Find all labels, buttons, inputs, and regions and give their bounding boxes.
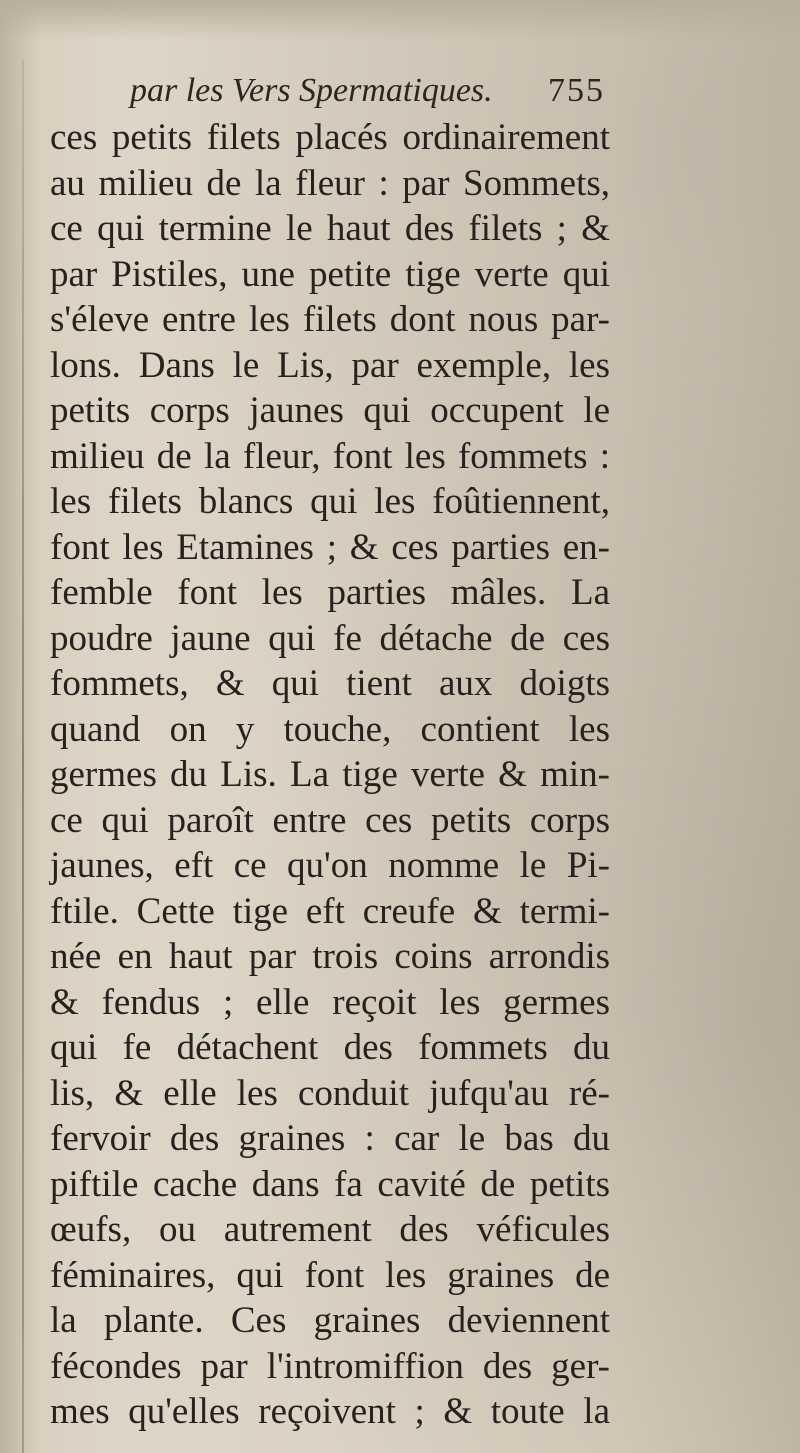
text-line: jaunes, eft ce qu'on nomme le Pi- — [50, 845, 610, 886]
text-line: lis, & elle les conduit jufqu'au ré- — [50, 1072, 610, 1114]
text-line: s'éleve entre les filets dont nous par- — [50, 299, 610, 340]
running-title: par les Vers Spermatiques. — [130, 72, 493, 109]
text-line: fécondes par l'intromiffion des ger- — [50, 1345, 610, 1387]
page-number: 755 — [548, 72, 605, 109]
text-line: poudre jaune qui fe détache de ces — [50, 617, 610, 659]
text-line: milieu de la fleur, font les fommets : — [50, 435, 610, 477]
text-line: ce qui termine le haut des filets ; & — [50, 208, 610, 249]
text-line: mes qu'elles reçoivent ; & toute la — [50, 1391, 610, 1432]
text-line: fervoir des graines : car le bas du — [50, 1118, 610, 1159]
text-line: la plante. Ces graines deviennent — [50, 1300, 610, 1341]
text-line: par Pistiles, une petite tige verte qui — [50, 253, 610, 295]
text-line: qui fe détachent des fommets du — [50, 1027, 610, 1068]
text-line: féminaires, qui font les graines de — [50, 1254, 610, 1296]
binding-shadow — [22, 60, 24, 1453]
text-line: font les Etamines ; & ces parties en- — [50, 526, 610, 568]
text-line: piftile cache dans fa cavité de petits — [50, 1163, 610, 1205]
text-line: petits corps jaunes qui occupent le — [50, 390, 610, 431]
text-line: lons. Dans le Lis, par exemple, les — [50, 344, 610, 386]
text-line: & fendus ; elle reçoit les germes — [50, 981, 610, 1023]
text-line: germes du Lis. La tige verte & min- — [50, 754, 610, 795]
text-line: fommets, & qui tient aux doigts — [50, 663, 610, 704]
text-line: quand on y touche, contient les — [50, 708, 610, 750]
text-line: née en haut par trois coins arrondis — [50, 936, 610, 977]
text-line: ftile. Cette tige eft creufe & termi- — [50, 890, 610, 932]
page-top-edge — [0, 0, 800, 40]
text-line: œufs, ou autrement des véficules — [50, 1209, 610, 1250]
text-line: au milieu de la fleur : par Sommets, — [50, 162, 610, 204]
text-line: les filets blancs qui les foûtiennent, — [50, 481, 610, 522]
text-line: femble font les parties mâles. La — [50, 572, 610, 613]
page-header — [0, 72, 800, 116]
text-line: ces petits filets placés ordinairement — [50, 117, 610, 158]
text-line: ce qui paroît entre ces petits corps — [50, 799, 610, 841]
